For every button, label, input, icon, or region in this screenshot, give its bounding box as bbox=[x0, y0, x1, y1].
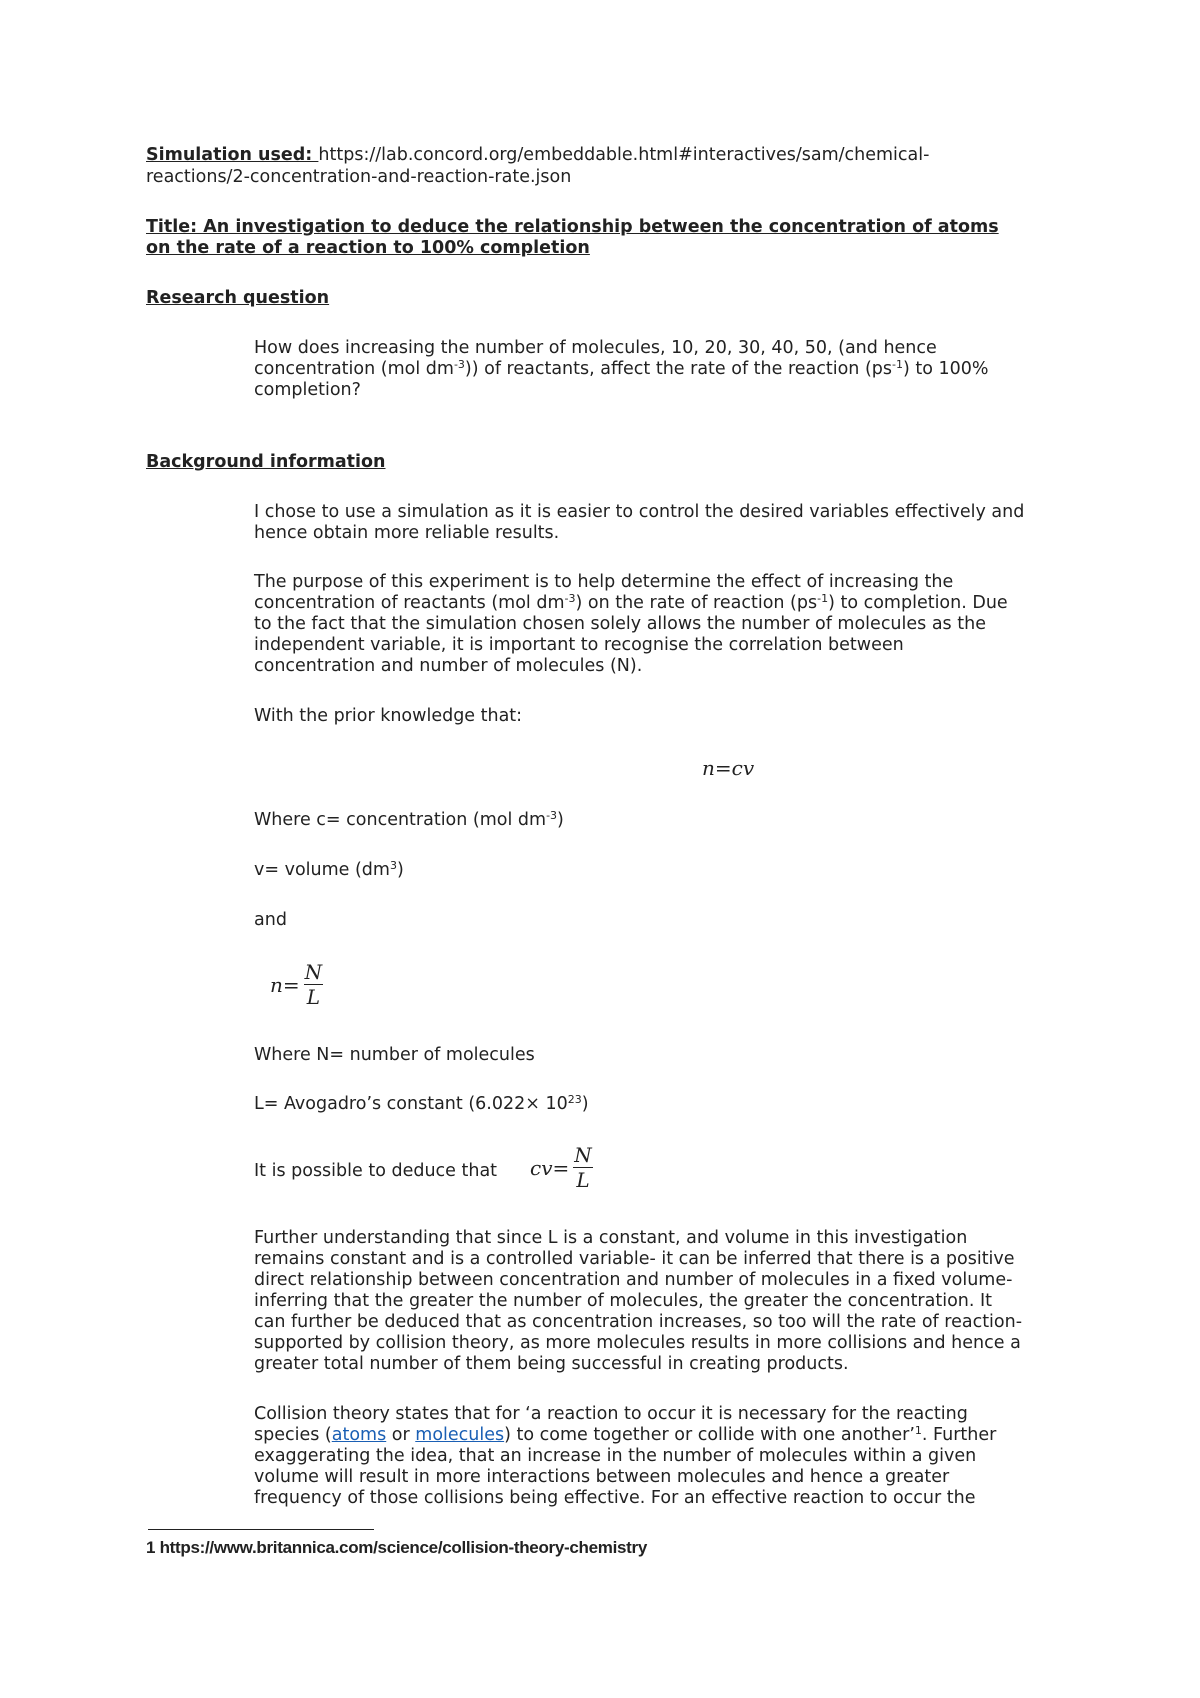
p2-text: ) to completion. Due bbox=[828, 593, 1008, 613]
research-question-line1: How does increasing the number of molecules, 10, 20, 30, 40, 50, (and hence bbox=[254, 338, 937, 358]
footnote-text[interactable]: 1 https://www.britannica.com/science/collision-theory-chemistry bbox=[146, 1538, 647, 1557]
eq3-numerator: N bbox=[574, 1143, 592, 1167]
p2-text: ) on the rate of reaction (ps bbox=[575, 593, 818, 613]
background-heading: Background information bbox=[146, 452, 386, 472]
background-p3-line5: can further be deduced that as concentration increases, so too will the rate of reaction- bbox=[254, 1312, 1023, 1332]
background-p2-line5: concentration and number of molecules (N). bbox=[254, 656, 643, 676]
where-c-text: Where c= concentration (mol dm bbox=[254, 810, 547, 830]
background-p2-line2 bbox=[254, 593, 1008, 614]
where-c-text: ) bbox=[557, 810, 564, 830]
equation-n-equals-cv: n=cv bbox=[702, 756, 755, 780]
where-c-superscript: -3 bbox=[546, 809, 558, 822]
times-symbol: × bbox=[525, 1094, 540, 1114]
rq-superscript: -3 bbox=[453, 358, 465, 371]
background-p3-line3: direct relationship between concentration and number of molecules in a fixed volume- bbox=[254, 1270, 1013, 1290]
footnote-separator bbox=[148, 1529, 374, 1530]
where-v-text: ) bbox=[396, 860, 404, 880]
p4-text: . Further bbox=[921, 1425, 997, 1445]
p2-superscript: -3 bbox=[564, 592, 576, 605]
background-p3-line1: Further understanding that since L is a constant, and volume in this investigation bbox=[254, 1228, 968, 1248]
background-p3-line6: supported by collision theory, as more molecules results in more collisions and hence a bbox=[254, 1333, 1021, 1353]
avogadro-superscript: 23 bbox=[567, 1093, 582, 1106]
p4-text: ) to come together or collide with one another’ bbox=[504, 1425, 915, 1445]
background-p1-line1: I chose to use a simulation as it is easier to control the desired variables effectively and bbox=[254, 502, 1025, 522]
eq2-denominator: L bbox=[304, 984, 323, 1009]
research-question-heading: Research question bbox=[146, 288, 330, 308]
and-line: and bbox=[254, 910, 287, 930]
where-v-text: v= volume (dm bbox=[254, 860, 390, 880]
atoms-link[interactable]: atoms bbox=[331, 1425, 387, 1445]
deduce-line: It is possible to deduce that bbox=[254, 1161, 498, 1181]
background-p4-line5: frequency of those collisions being effective. For an effective reaction to occur the bbox=[254, 1488, 976, 1508]
p2-text: concentration of reactants (mol dm bbox=[254, 593, 565, 613]
eq2-lhs: n= bbox=[270, 972, 300, 997]
equation-n-equals-n-over-l bbox=[270, 960, 325, 1009]
research-question-line3: completion? bbox=[254, 380, 361, 400]
p4-text: or bbox=[386, 1425, 416, 1445]
simulation-label: Simulation used: bbox=[146, 145, 319, 165]
background-p4-line4: volume will result in more interactions between molecules and hence a greater bbox=[254, 1467, 950, 1487]
simulation-url-part2[interactable]: reactions/2-concentration-and-reaction-rate.json bbox=[146, 167, 572, 187]
document-title-line1: Title: An investigation to deduce the relationship between the concentration of atoms bbox=[146, 217, 999, 237]
where-n-line: Where N= number of molecules bbox=[254, 1045, 535, 1065]
simulation-url-part1[interactable]: https://lab.concord.org/embeddable.html#interactives/sam/chemical- bbox=[318, 145, 930, 165]
background-p2-line1: The purpose of this experiment is to help determine the effect of increasing the bbox=[254, 572, 954, 592]
background-p4-line2 bbox=[254, 1425, 996, 1446]
simulation-line bbox=[146, 145, 929, 166]
rq-text: )) of reactants, affect the rate of the reaction (ps bbox=[464, 359, 893, 379]
research-question-line2 bbox=[254, 359, 989, 380]
eq3-denominator: L bbox=[573, 1167, 592, 1192]
rq-text: concentration (mol dm bbox=[254, 359, 454, 379]
background-p1-line2: hence obtain more reliable results. bbox=[254, 523, 560, 543]
eq3-lhs: cv= bbox=[530, 1155, 570, 1180]
avogadro-text: ) bbox=[581, 1094, 589, 1114]
prior-knowledge-line: With the prior knowledge that: bbox=[254, 706, 523, 726]
background-p3-line2: remains constant and is a controlled variable- it can be inferred that there is a positive bbox=[254, 1249, 1015, 1269]
background-p3-line7: greater total number of them being successful in creating products. bbox=[254, 1354, 849, 1374]
background-p2-line3: to the fact that the simulation chosen solely allows the number of molecules as the bbox=[254, 614, 986, 634]
background-p3-line4: inferring that the greater the number of molecules, the greater the concentration. It bbox=[254, 1291, 993, 1311]
where-c-line bbox=[254, 810, 564, 831]
where-v-superscript: 3 bbox=[389, 859, 397, 872]
avogadro-line bbox=[254, 1094, 589, 1115]
background-p4-line1: Collision theory states that for ‘a reaction to occur it is necessary for the reacting bbox=[254, 1404, 968, 1424]
avogadro-text: L= Avogadro’s constant (6.022 bbox=[254, 1094, 526, 1114]
molecules-link[interactable]: molecules bbox=[415, 1425, 505, 1445]
rq-text: ) to 100% bbox=[902, 359, 989, 379]
avogadro-text: 10 bbox=[539, 1094, 568, 1114]
p2-superscript: -1 bbox=[817, 592, 829, 605]
rq-superscript: -1 bbox=[892, 358, 903, 371]
p4-text: species ( bbox=[254, 1425, 332, 1445]
background-p2-line4: independent variable, it is important to recognise the correlation between bbox=[254, 635, 904, 655]
equation-cv-equals-n-over-l bbox=[530, 1143, 595, 1192]
footnote-reference[interactable]: 1 bbox=[914, 1424, 922, 1437]
eq2-numerator: N bbox=[304, 960, 323, 984]
where-v-line bbox=[254, 860, 404, 881]
document-title-line2: on the rate of a reaction to 100% completion bbox=[146, 238, 590, 258]
background-p4-line3: exaggerating the idea, that an increase in the number of molecules within a given bbox=[254, 1446, 977, 1466]
